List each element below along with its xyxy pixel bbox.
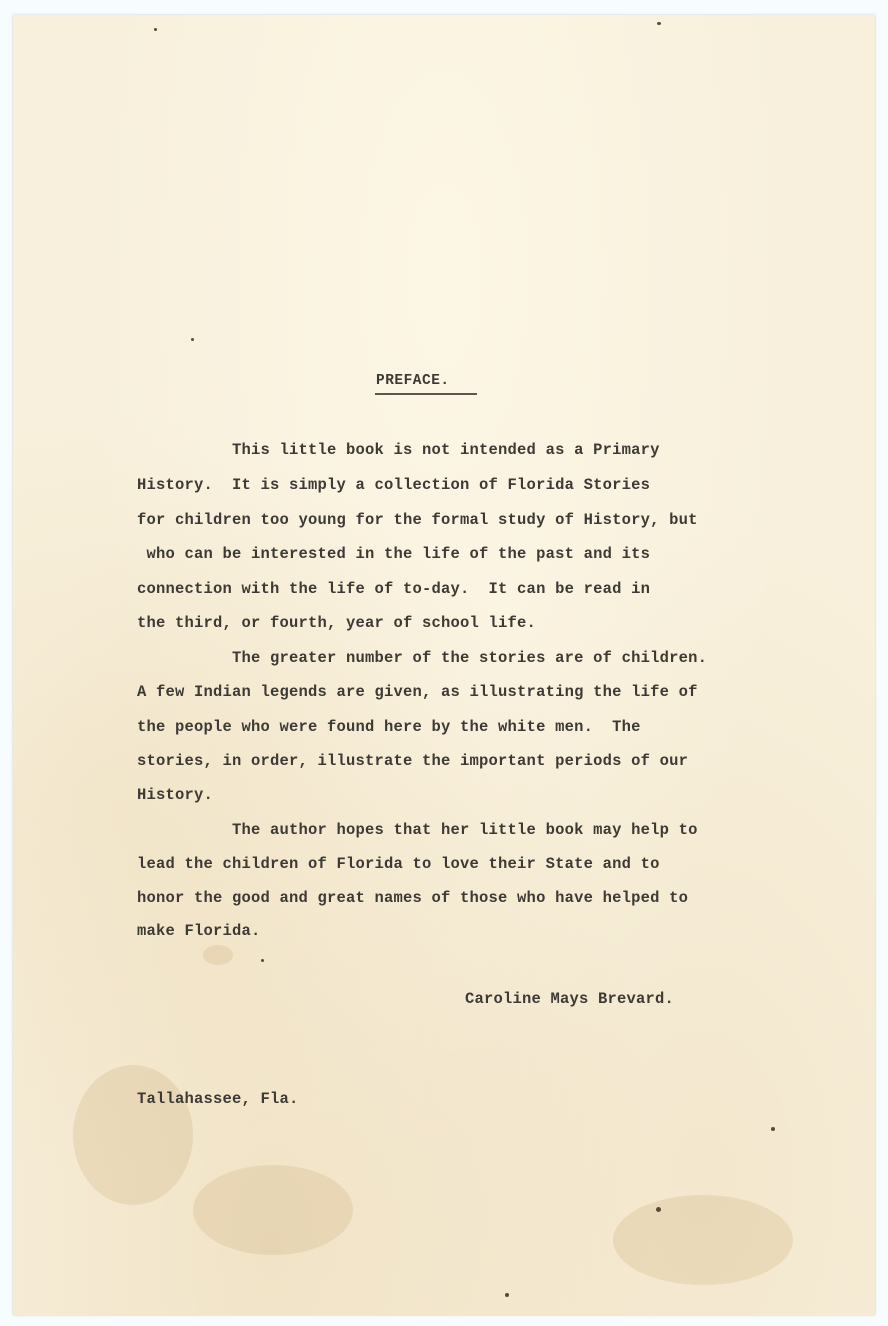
text-line: the third, or fourth, year of school life. xyxy=(137,614,537,632)
stain xyxy=(193,1165,353,1255)
text-line: make Florida. xyxy=(137,922,261,940)
text-line: This little book is not intended as a Primary xyxy=(137,441,660,459)
text-line: A few Indian legends are given, as illustrating the life of xyxy=(137,683,698,701)
title-underline xyxy=(375,393,477,395)
speck xyxy=(261,959,264,962)
speck xyxy=(191,338,194,341)
text-line: the people who were found here by the white men. The xyxy=(137,718,641,736)
stain xyxy=(73,1065,193,1205)
text-line: who can be interested in the life of the past and its xyxy=(137,545,651,563)
author-signature: Caroline Mays Brevard. xyxy=(465,990,675,1008)
text-line: lead the children of Florida to love their State and to xyxy=(137,855,660,873)
text-line: History. xyxy=(137,786,214,804)
text-line: The author hopes that her little book may help to xyxy=(137,821,698,839)
page-title: PREFACE. xyxy=(376,373,450,389)
place-line: Tallahassee, Fla. xyxy=(137,1090,299,1108)
speck xyxy=(657,22,661,25)
speck xyxy=(154,28,157,31)
text-line: stories, in order, illustrate the important periods of our xyxy=(137,752,689,770)
text-line: History. It is simply a collection of Florida Stories xyxy=(137,476,651,494)
stain xyxy=(613,1195,793,1285)
speck xyxy=(656,1207,661,1212)
text-line: connection with the life of to-day. It can be read in xyxy=(137,580,651,598)
text-line: honor the good and great names of those who have helped to xyxy=(137,889,689,907)
speck xyxy=(771,1127,775,1131)
text-line: for children too young for the formal study of History, but xyxy=(137,511,698,529)
speck xyxy=(505,1293,509,1297)
stain xyxy=(203,945,233,965)
text-line: The greater number of the stories are of children. xyxy=(137,649,708,667)
